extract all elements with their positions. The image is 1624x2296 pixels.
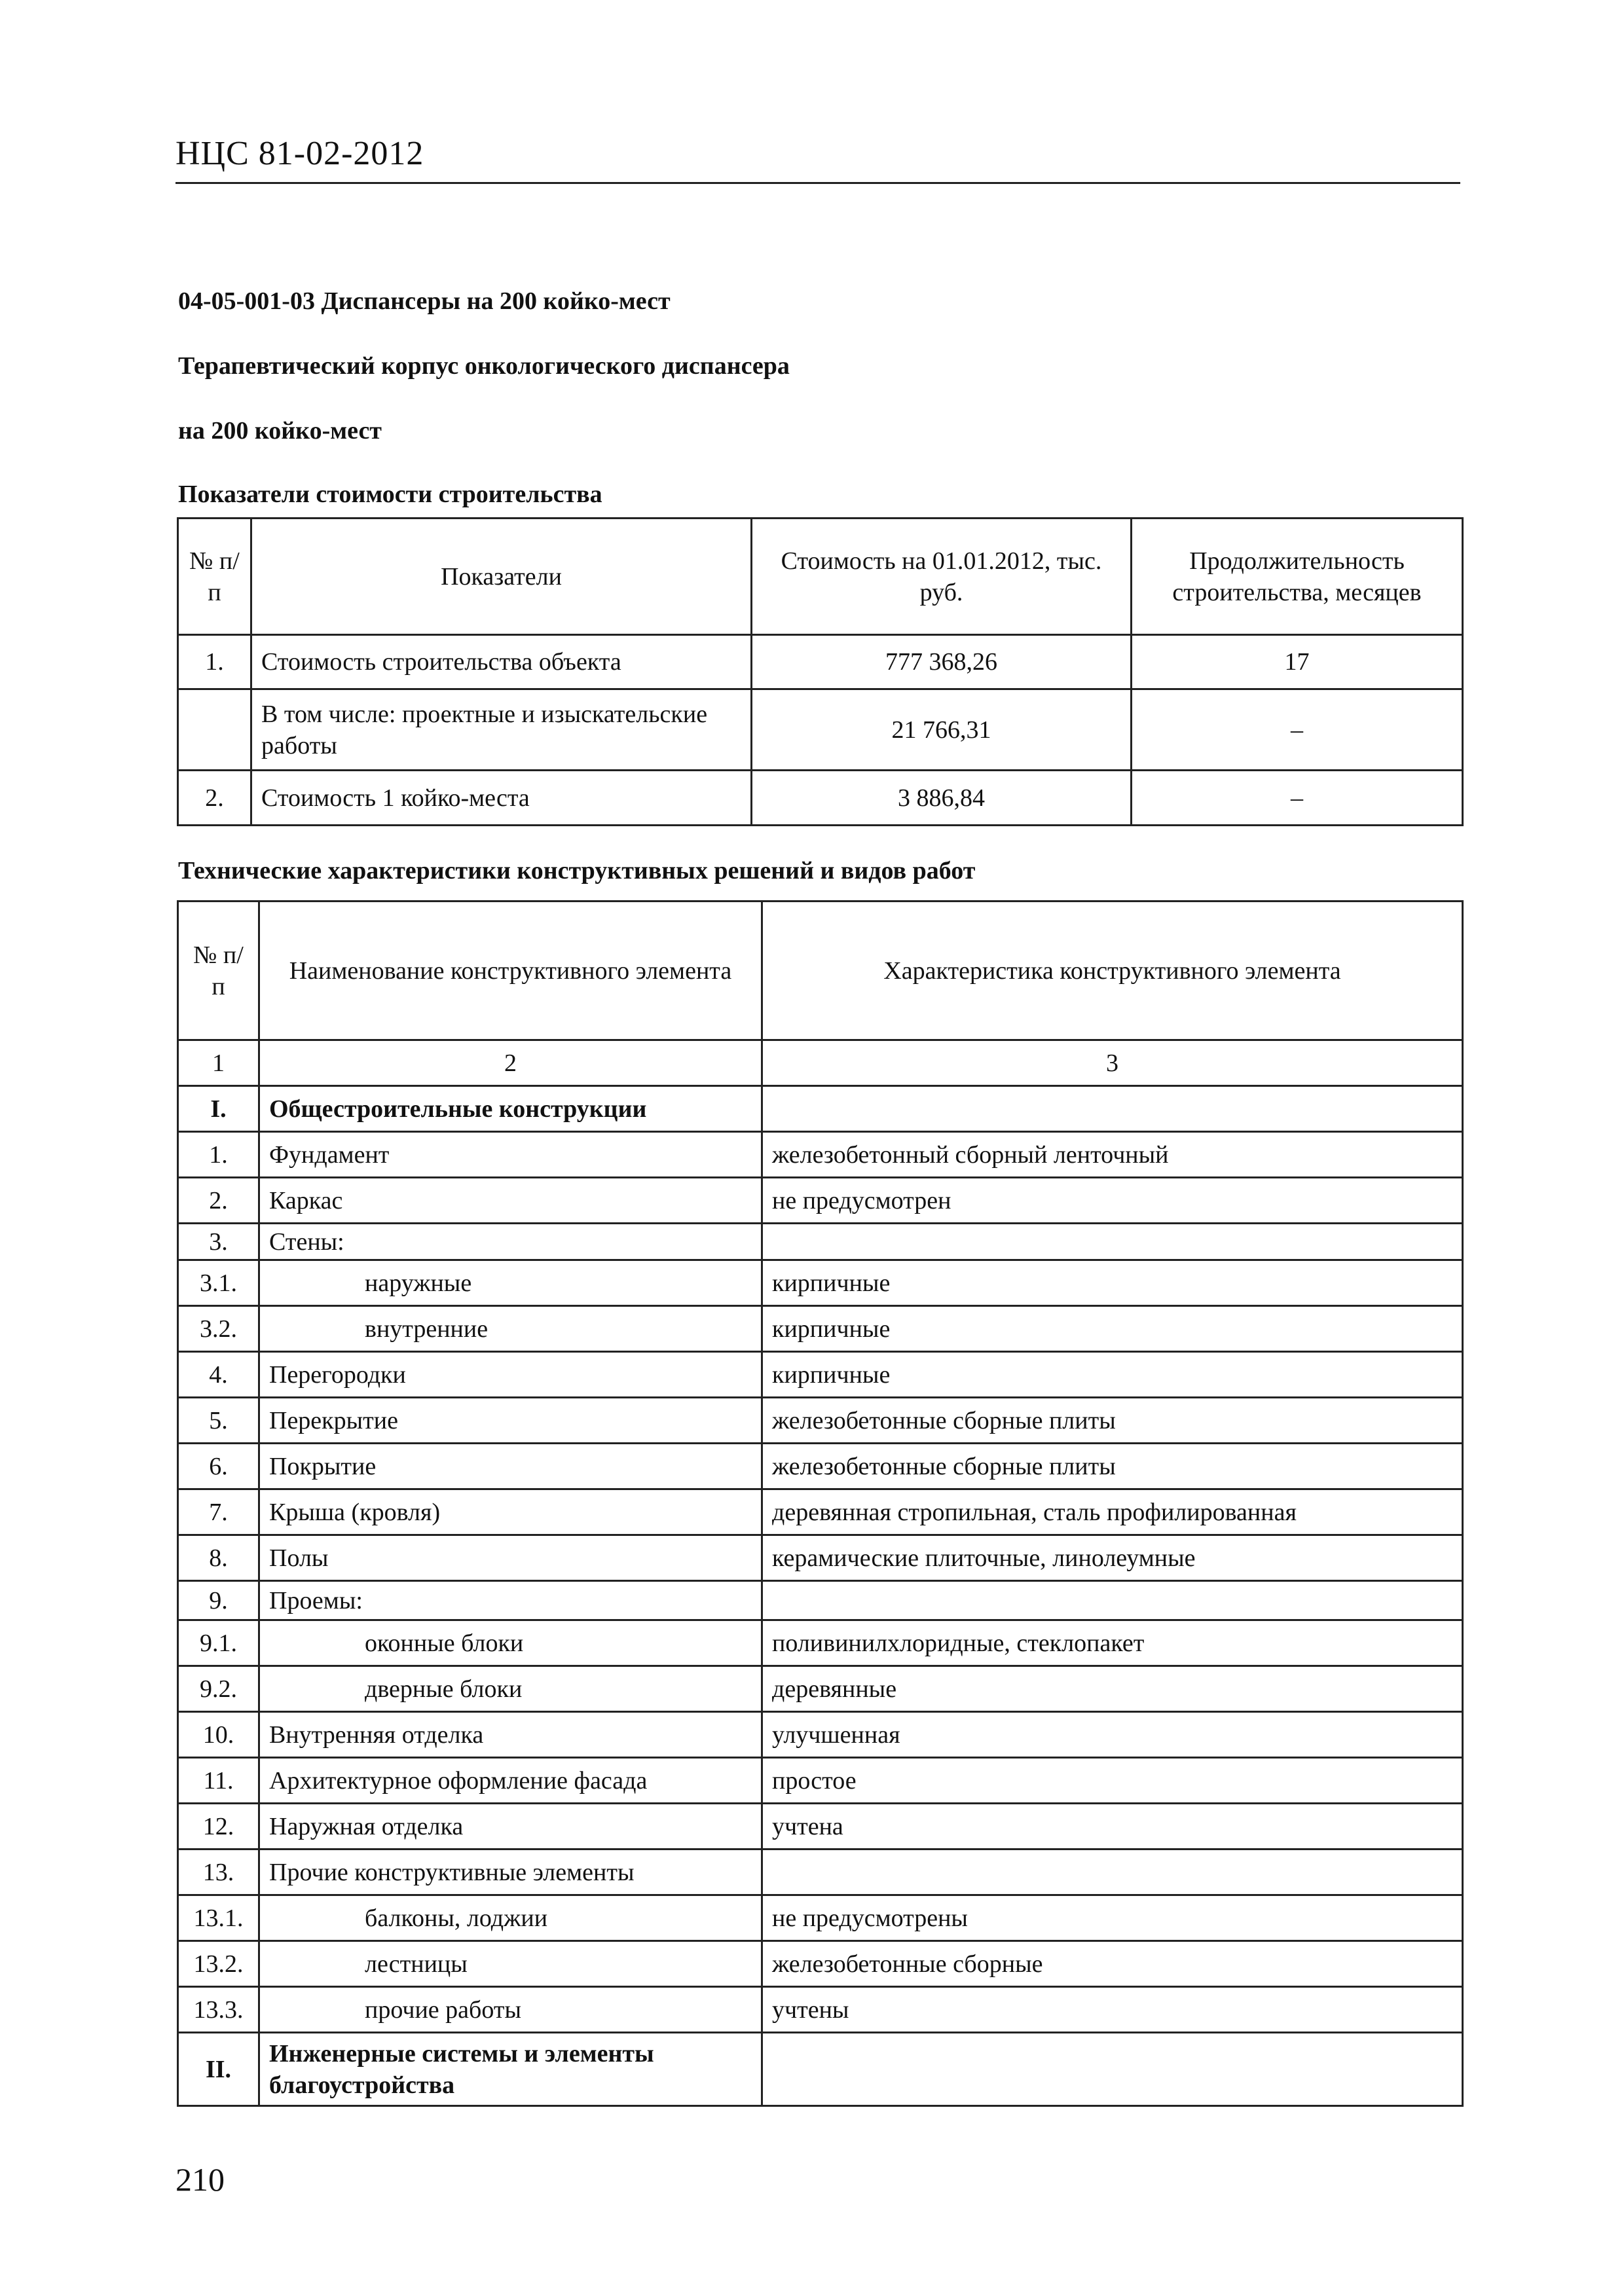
tech-cell-element: балконы, лоджии (259, 1895, 762, 1941)
cost-cell-duration: 17 (1132, 635, 1463, 689)
cost-cell-cost: 777 368,26 (752, 635, 1132, 689)
table-row (178, 689, 1463, 771)
cost-header-duration: Продолжительность строительства, месяцев (1132, 519, 1463, 635)
tech-cell-num: 3.2. (178, 1306, 259, 1352)
tech-cell-element: Архитектурное оформление фасада (259, 1758, 762, 1804)
tech-cell-characteristic: кирпичные (762, 1306, 1463, 1352)
tech-cell-num: 7. (178, 1489, 259, 1535)
document-code: НЦС 81-02-2012 (175, 135, 424, 172)
tech-cell-characteristic: не предусмотрены (762, 1895, 1463, 1941)
title-code-line: 04-05-001-03 Диспансеры на 200 койко-мест (178, 287, 671, 315)
column-number: 2 (259, 1040, 762, 1086)
table-row (178, 1260, 1463, 1306)
tech-cell-element: Фундамент (259, 1132, 762, 1178)
tech-cell-num: 9. (178, 1581, 259, 1620)
cost-cell-indicator: В том числе: проектные и изыскательские работы (251, 689, 752, 771)
tech-cell-num: 4. (178, 1352, 259, 1398)
table-row (178, 1895, 1463, 1941)
tech-cell-characteristic: учтена (762, 1804, 1463, 1850)
cost-cell-num: 1. (178, 635, 251, 689)
tech-cell-num: 2. (178, 1178, 259, 1224)
tech-cell-characteristic: железобетонные сборные (762, 1941, 1463, 1987)
table-row (178, 1178, 1463, 1224)
tech-cell-element: Стены: (259, 1224, 762, 1260)
cost-table-header-row (178, 519, 1463, 635)
tech-cell-element: Инженерные системы и элементы благоустройства (259, 2033, 762, 2106)
title-building-line1: Терапевтический корпус онкологического диспансера (178, 352, 790, 380)
tech-cell-characteristic: улучшенная (762, 1712, 1463, 1758)
table-row (178, 1306, 1463, 1352)
table-row (178, 1620, 1463, 1666)
tech-cell-characteristic: железобетонный сборный ленточный (762, 1132, 1463, 1178)
cost-header-num: № п/п (178, 519, 251, 635)
tech-cell-num: 6. (178, 1444, 259, 1489)
tech-cell-element: прочие работы (259, 1987, 762, 2033)
table-row (178, 1804, 1463, 1850)
tech-cell-num: 5. (178, 1398, 259, 1444)
tech-header-characteristic: Характеристика конструктивного элемента (762, 902, 1463, 1040)
tech-cell-element: Общестроительные конструкции (259, 1086, 762, 1132)
table-row (178, 1581, 1463, 1620)
tech-cell-element: наружные (259, 1260, 762, 1306)
tech-cell-characteristic: деревянные (762, 1666, 1463, 1712)
tech-cell-num: 1. (178, 1132, 259, 1178)
tech-table-column-numbers (178, 1040, 1463, 1086)
cost-cell-duration: – (1132, 689, 1463, 771)
tech-cell-characteristic (762, 1086, 1463, 1132)
tech-cell-element: Покрытие (259, 1444, 762, 1489)
tech-cell-characteristic: железобетонные сборные плиты (762, 1398, 1463, 1444)
page-number: 210 (175, 2161, 225, 2198)
tech-cell-characteristic: кирпичные (762, 1260, 1463, 1306)
tech-cell-characteristic: железобетонные сборные плиты (762, 1444, 1463, 1489)
table-row (178, 1224, 1463, 1260)
tech-cell-num: 10. (178, 1712, 259, 1758)
table-row (178, 1398, 1463, 1444)
tech-cell-num: 13.3. (178, 1987, 259, 2033)
table-row (178, 1489, 1463, 1535)
table-row (178, 1132, 1463, 1178)
tech-cell-characteristic: кирпичные (762, 1352, 1463, 1398)
tech-cell-num: 3. (178, 1224, 259, 1260)
table-row (178, 1444, 1463, 1489)
table-row (178, 771, 1463, 826)
cost-table (177, 517, 1464, 826)
tech-cell-element: Перекрытие (259, 1398, 762, 1444)
cost-section-title: Показатели стоимости строительства (178, 481, 602, 508)
table-row (178, 1850, 1463, 1895)
cost-cell-num (178, 689, 251, 771)
table-row (178, 1352, 1463, 1398)
tech-header-num: № п/п (178, 902, 259, 1040)
column-number: 3 (762, 1040, 1463, 1086)
cost-cell-indicator: Стоимость 1 койко-места (251, 771, 752, 826)
tech-cell-element: Полы (259, 1535, 762, 1581)
tech-table (177, 900, 1464, 2107)
tech-cell-num: I. (178, 1086, 259, 1132)
tech-cell-characteristic (762, 2033, 1463, 2106)
tech-cell-characteristic (762, 1581, 1463, 1620)
tech-cell-num: 13. (178, 1850, 259, 1895)
table-row (178, 1535, 1463, 1581)
tech-cell-characteristic: учтены (762, 1987, 1463, 2033)
tech-cell-characteristic: поливинилхлоридные, стеклопакет (762, 1620, 1463, 1666)
tech-cell-num: 9.1. (178, 1620, 259, 1666)
tech-cell-characteristic: деревянная стропильная, сталь профилированная (762, 1489, 1463, 1535)
table-row (178, 1987, 1463, 2033)
tech-cell-element: Внутренняя отделка (259, 1712, 762, 1758)
tech-cell-characteristic (762, 1850, 1463, 1895)
tech-cell-element: оконные блоки (259, 1620, 762, 1666)
tech-cell-num: 3.1. (178, 1260, 259, 1306)
tech-cell-element: Каркас (259, 1178, 762, 1224)
tech-cell-element: внутренние (259, 1306, 762, 1352)
table-row (178, 1666, 1463, 1712)
tech-cell-num: 11. (178, 1758, 259, 1804)
tech-cell-num: II. (178, 2033, 259, 2106)
cost-header-indicator: Показатели (251, 519, 752, 635)
tech-cell-element: Крыша (кровля) (259, 1489, 762, 1535)
title-building-line2: на 200 койко-мест (178, 417, 382, 445)
tech-cell-num: 8. (178, 1535, 259, 1581)
cost-cell-indicator: Стоимость строительства объекта (251, 635, 752, 689)
tech-cell-element: Перегородки (259, 1352, 762, 1398)
tech-cell-characteristic: не предусмотрен (762, 1178, 1463, 1224)
tech-cell-characteristic: керамические плиточные, линолеумные (762, 1535, 1463, 1581)
cost-cell-cost: 3 886,84 (752, 771, 1132, 826)
cost-cell-num: 2. (178, 771, 251, 826)
tech-cell-element: Прочие конструктивные элементы (259, 1850, 762, 1895)
cost-cell-cost: 21 766,31 (752, 689, 1132, 771)
table-row (178, 1712, 1463, 1758)
tech-cell-num: 13.2. (178, 1941, 259, 1987)
table-row (178, 2033, 1463, 2106)
tech-cell-characteristic: простое (762, 1758, 1463, 1804)
tech-cell-element: дверные блоки (259, 1666, 762, 1712)
tech-header-element: Наименование конструктивного элемента (259, 902, 762, 1040)
tech-cell-element: Проемы: (259, 1581, 762, 1620)
tech-cell-num: 13.1. (178, 1895, 259, 1941)
table-row (178, 635, 1463, 689)
tech-cell-element: лестницы (259, 1941, 762, 1987)
tech-cell-num: 9.2. (178, 1666, 259, 1712)
cost-header-cost: Стоимость на 01.01.2012, тыс. руб. (752, 519, 1132, 635)
table-row (178, 1086, 1463, 1132)
tech-table-header-row (178, 902, 1463, 1040)
table-row (178, 1758, 1463, 1804)
tech-cell-element: Наружная отделка (259, 1804, 762, 1850)
cost-cell-duration: – (1132, 771, 1463, 826)
header-rule (175, 182, 1460, 184)
tech-section-title: Технические характеристики конструктивных решений и видов работ (178, 857, 976, 884)
tech-cell-characteristic (762, 1224, 1463, 1260)
table-row (178, 1941, 1463, 1987)
column-number: 1 (178, 1040, 259, 1086)
tech-cell-num: 12. (178, 1804, 259, 1850)
